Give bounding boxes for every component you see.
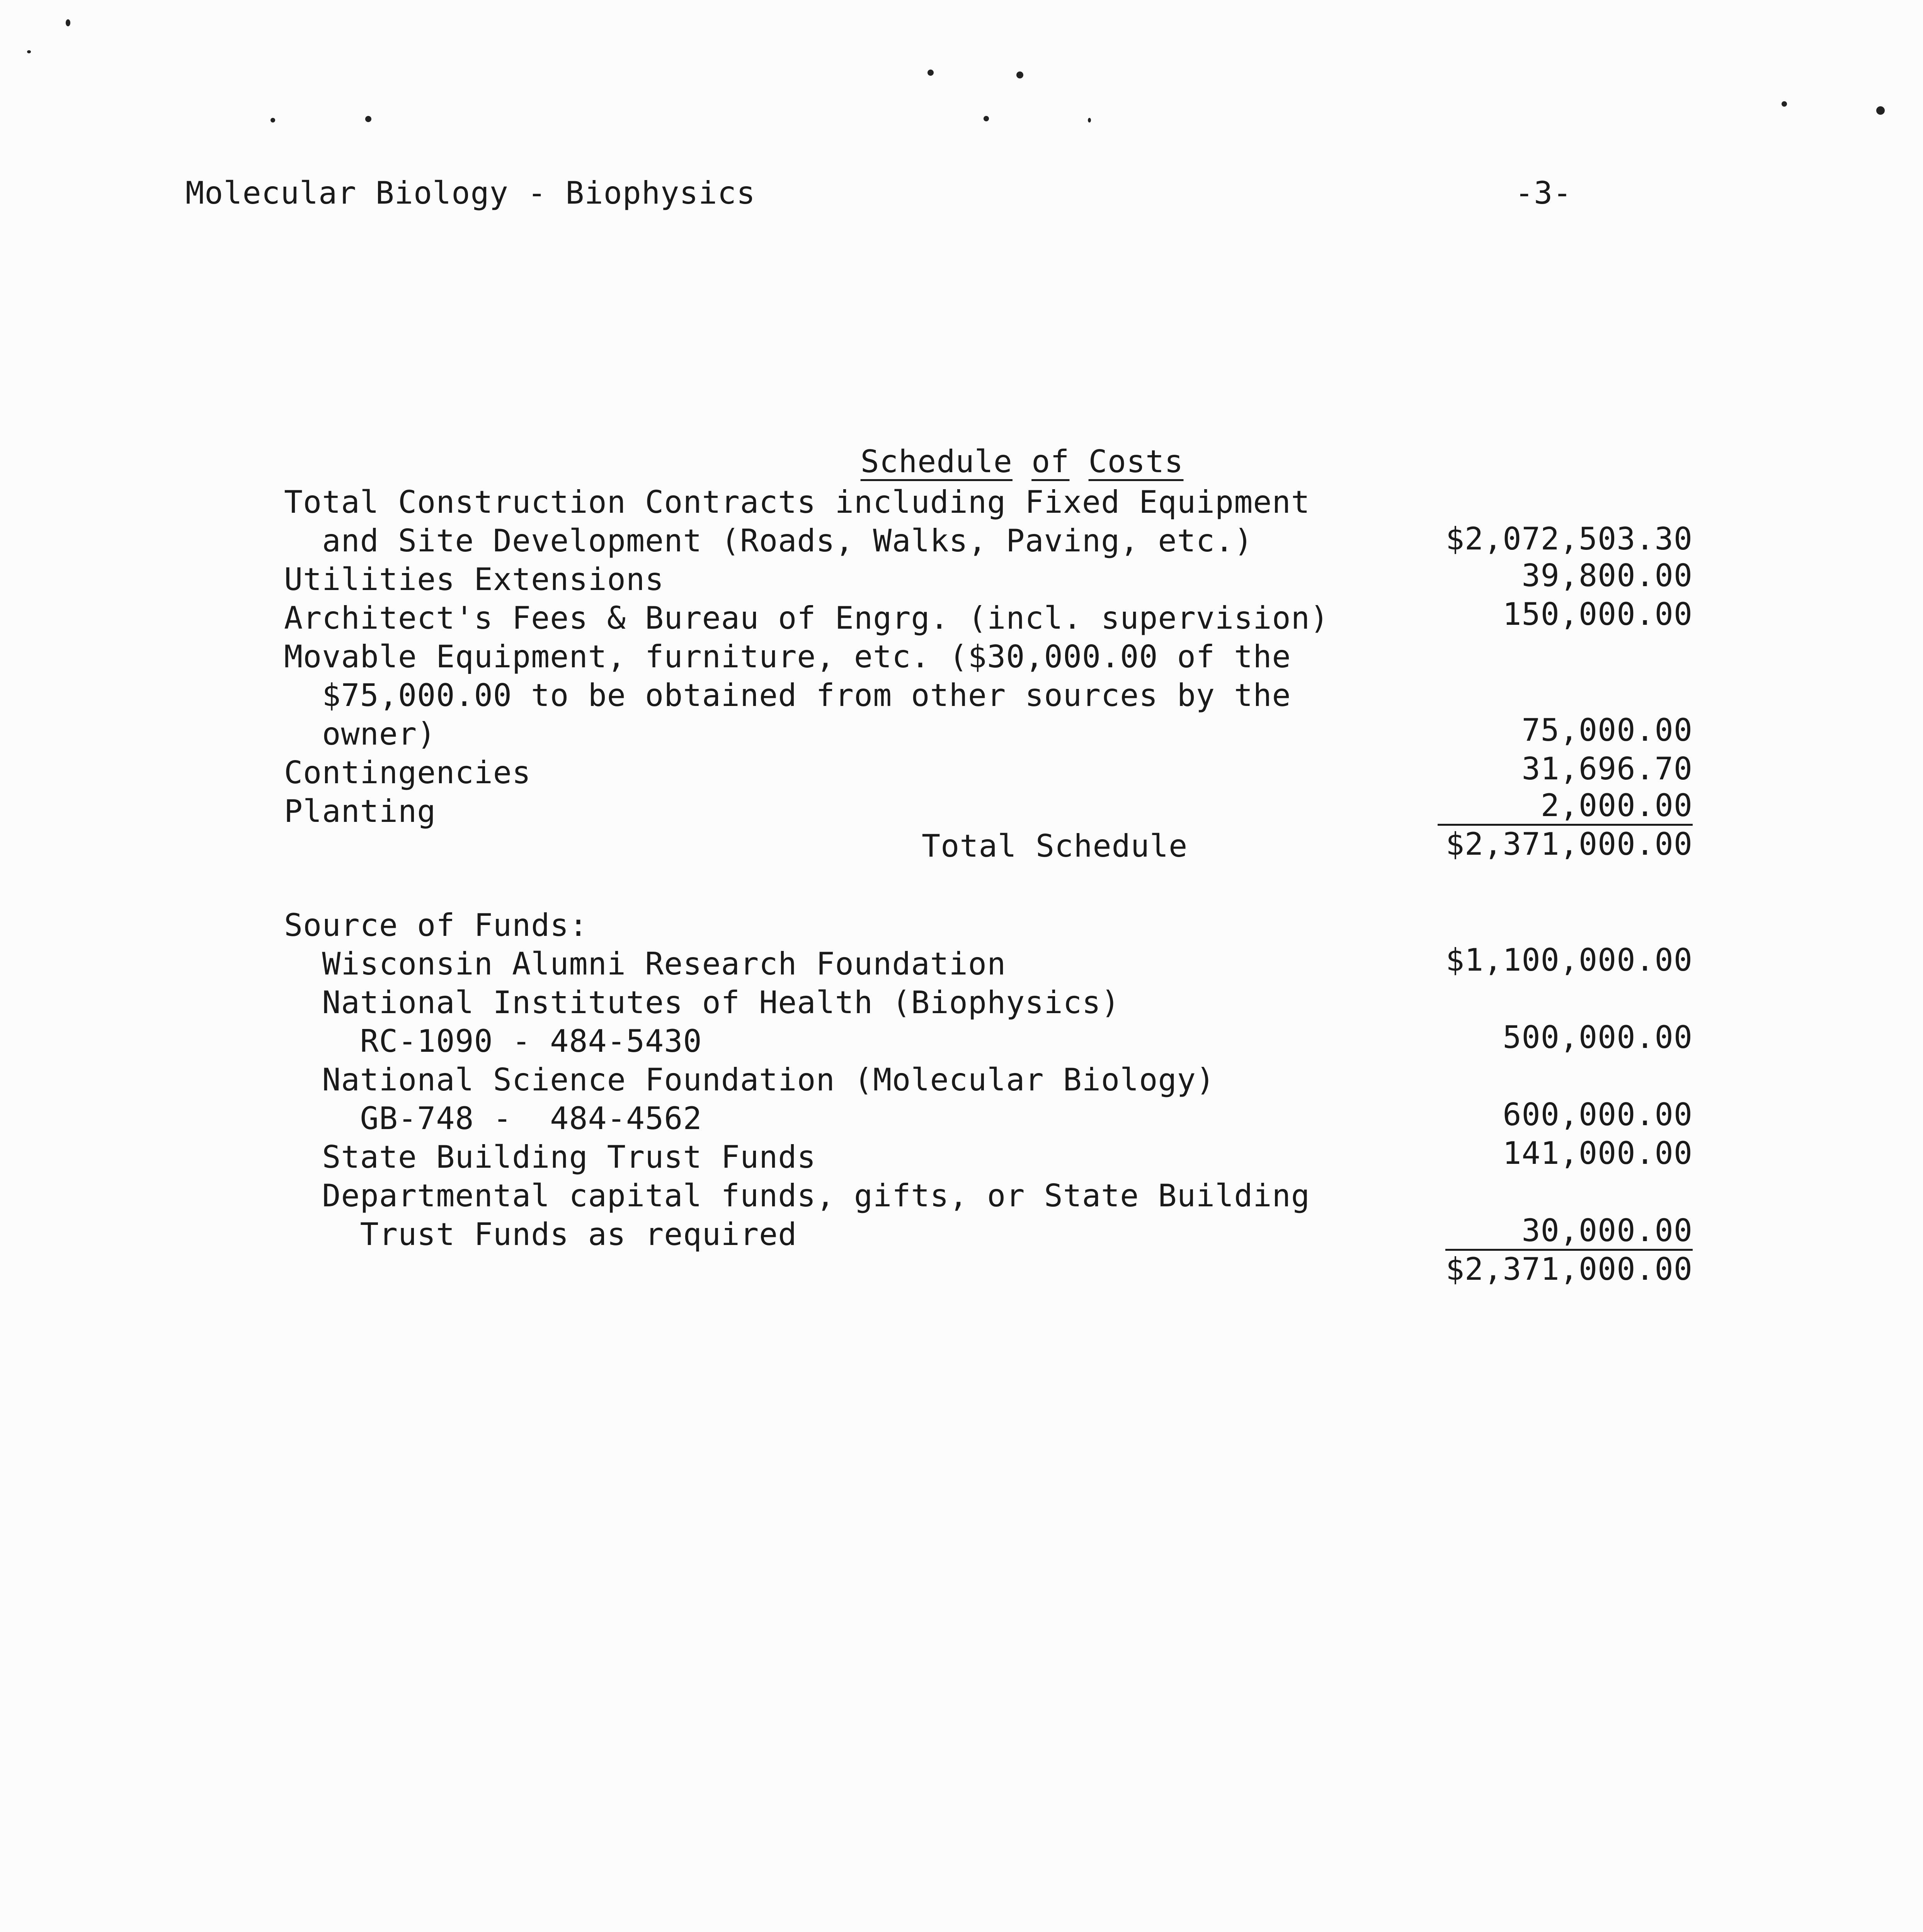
fund-item-label: National Science Foundation (Molecular Biology)	[284, 1062, 1215, 1098]
scan-speck	[66, 19, 70, 26]
funds-heading: Source of Funds:	[284, 907, 588, 943]
fund-item-label: RC-1090 - 484-5430	[284, 1023, 702, 1059]
funds-total-amount: $2,371,000.00	[1445, 1251, 1693, 1287]
cost-item-label: Architect's Fees & Bureau of Engrg. (incl. supervision)	[284, 600, 1329, 636]
page-number: -3-	[1515, 175, 1572, 211]
cost-item-amount: 39,800.00	[1521, 558, 1693, 594]
running-header-title: Molecular Biology - Biophysics	[185, 175, 756, 211]
fund-item-label: GB-748 - 484-4562	[284, 1100, 702, 1136]
cost-item-label: and Site Development (Roads, Walks, Paving, etc.)	[284, 523, 1253, 559]
heading-word: of	[1031, 444, 1070, 480]
scan-speck	[271, 118, 275, 122]
cost-item-amount: 31,696.70	[1521, 751, 1693, 787]
fund-item-amount: $1,100,000.00	[1445, 942, 1693, 978]
scan-speck	[927, 70, 934, 76]
cost-item-amount: 2,000.00	[1540, 787, 1693, 823]
total-schedule-amount: $2,371,000.00	[1445, 826, 1693, 862]
cost-item-label: Contingencies	[284, 755, 531, 791]
fund-item-amount: 500,000.00	[1503, 1019, 1693, 1055]
fund-item-label: State Building Trust Funds	[284, 1139, 816, 1175]
cost-item-label: Planting	[284, 793, 436, 829]
cost-item-label: Movable Equipment, furniture, etc. ($30,000.00 of the	[284, 639, 1291, 675]
scan-speck	[1876, 106, 1885, 115]
fund-item-amount: 141,000.00	[1503, 1135, 1693, 1171]
cost-item-amount: 150,000.00	[1503, 596, 1693, 632]
scan-speck	[984, 116, 989, 121]
heading-word: Costs	[1088, 444, 1184, 480]
cost-item-label: owner)	[284, 716, 436, 752]
cost-item-label: Total Construction Contracts including Fixed Equipment	[284, 484, 1310, 520]
cost-item-amount: $2,072,503.30	[1445, 521, 1693, 557]
fund-item-label: Departmental capital funds, gifts, or State Building	[284, 1178, 1310, 1214]
fund-item-label: National Institutes of Health (Biophysics)	[284, 985, 1120, 1020]
scan-speck	[365, 116, 371, 122]
fund-item-amount: 30,000.00	[1521, 1213, 1693, 1248]
scan-speck	[1016, 71, 1023, 78]
cost-item-label: $75,000.00 to be obtained from other sources by the	[284, 677, 1291, 713]
scan-speck	[1782, 101, 1787, 107]
cost-item-amount: 75,000.00	[1521, 712, 1693, 748]
fund-item-label: Trust Funds as required	[284, 1216, 797, 1252]
heading-word: Schedule	[860, 444, 1013, 480]
scan-speck	[1088, 118, 1091, 122]
cost-item-label: Utilities Extensions	[284, 561, 664, 597]
scan-speck	[27, 50, 31, 53]
fund-item-label: Wisconsin Alumni Research Foundation	[284, 946, 1006, 982]
total-schedule-label: Total Schedule	[922, 828, 1188, 864]
fund-item-amount: 600,000.00	[1503, 1097, 1693, 1133]
